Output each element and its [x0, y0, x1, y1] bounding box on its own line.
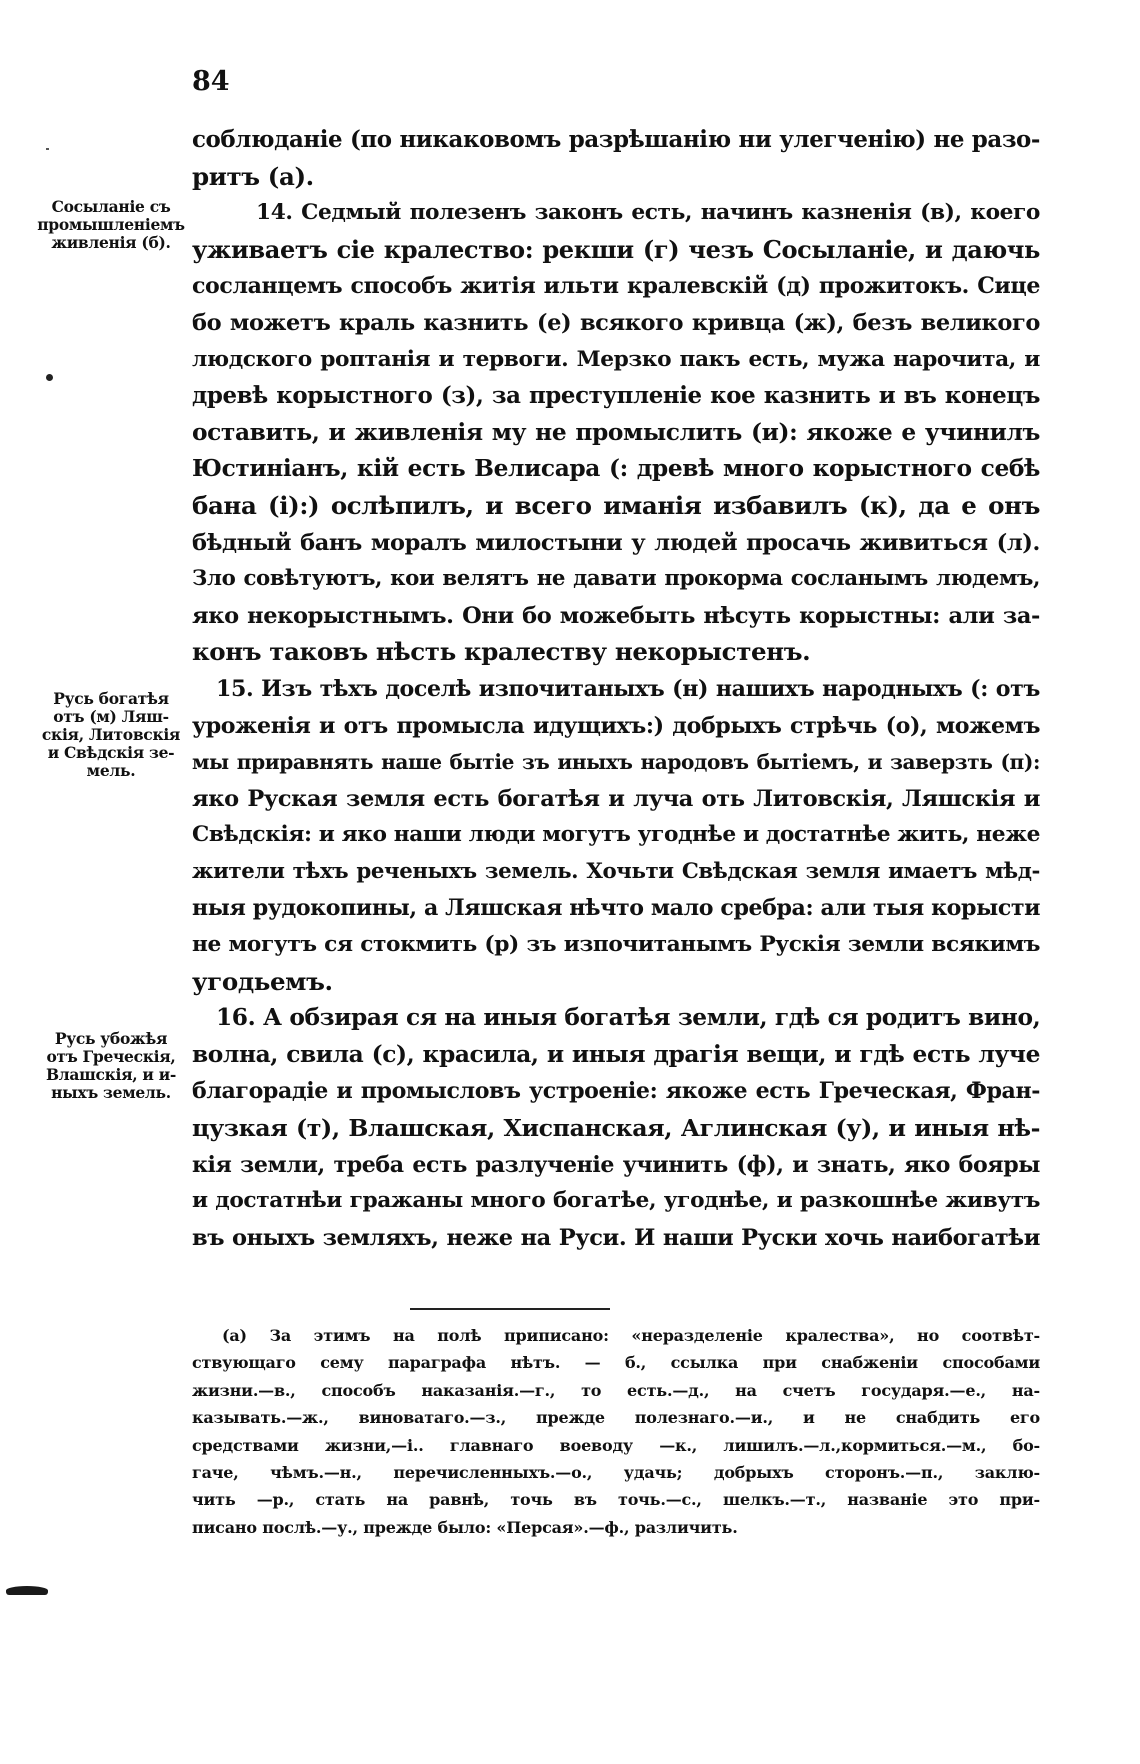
- page-number: 84: [192, 66, 230, 97]
- body-line: древѣ корыстного (з), за преступленіе кое казнить и въ конецъ: [192, 382, 1040, 410]
- body-line: и достатнѣи гражаны много богатѣе, угоднѣе, и разкошнѣе живутъ: [192, 1188, 1040, 1214]
- margin-note-1: [30, 198, 192, 252]
- margin-note-line: Влашскія, и и-: [45, 1065, 177, 1084]
- margin-note-line: отъ (м) Ляш-: [53, 707, 169, 726]
- body-line: яко Руская земля есть богатѣя и луча оть Литовскія, Ляшскія и: [192, 785, 1040, 812]
- body-line: Зло совѣтуютъ, кои велятъ не давати прокорма сосланымъ людемъ,: [192, 566, 1040, 592]
- margin-note-line: промышленіемъ: [37, 215, 185, 234]
- body-line: Свѣдскія: и яко наши люди могутъ угоднѣе и достатнѣе жить, неже: [192, 822, 1040, 848]
- body-line: 16. А обзирая ся на иныя богатѣя земли, гдѣ ся родитъ вино,: [216, 1004, 1041, 1032]
- margin-note-line: ныхъ земель.: [51, 1083, 171, 1102]
- body-line: бѣдный банъ моралъ милостыни у людей просачь живиться (л).: [192, 529, 1040, 556]
- body-line: уроженія и отъ промысла идущихъ:) добрыхъ стрѣчь (о), можемъ: [192, 712, 1040, 739]
- body-line: волна, свила (с), красила, и иныя драгія вещи, и гдѣ есть луче: [192, 1040, 1040, 1068]
- margin-note-line: Сосыланіе съ: [51, 197, 171, 216]
- body-line: не могутъ ся стокмить (р) зъ изпочитанымъ Рускія земли всякимъ: [192, 932, 1040, 958]
- footnote-line: казывать.—ж., виноватаго.—з., прежде полезнаго.—и., и не снабдить его: [192, 1408, 1040, 1428]
- margin-note-line: Русь убожѣя: [54, 1029, 168, 1048]
- body-line: бо можетъ краль казнить (е) всякого кривца (ж), безъ великого: [192, 309, 1040, 336]
- footnote-line: жизни.—в., способъ наказанія.—г., то есть.—д., на счетъ государя.—е., на-: [192, 1380, 1040, 1400]
- body-line: угодьемъ.: [192, 966, 333, 996]
- margin-note-line: Русь богатѣя: [53, 689, 169, 708]
- body-line: благорадіе и промысловъ устроеніе: якоже есть Греческая, Фран-: [192, 1078, 1040, 1105]
- body-text: [192, 122, 1040, 1256]
- body-line: цузкая (т), Влашская, Хиспанская, Аглинская (у), и иныя нѣ-: [192, 1114, 1040, 1143]
- footnote-line: ствующаго сему параграфа нѣтъ. — б., ссылка при снабженіи способами: [192, 1353, 1040, 1373]
- footnote-line: средствами жизни,—і.. главнаго воеводу —к., лишилъ.—л.,кормиться.—м., бо-: [192, 1435, 1040, 1455]
- body-line: людского роптанія и тервоги. Мерзко пакъ есть, мужа нарочита, и: [192, 346, 1040, 372]
- footnote-line: чить —р., стать на равнѣ, точь въ точь.—с., шелкъ.—т., названіе это при-: [192, 1490, 1040, 1510]
- margin-tick-mark: [46, 148, 49, 150]
- body-line: соблюданіе (по никаковомъ разрѣшанію ни улегченію) не разо-: [192, 126, 1040, 153]
- body-line: 14. Седмый полезенъ законъ есть, начинъ казненія (в), коего: [256, 200, 1040, 226]
- margin-note-line: отъ Греческія,: [46, 1047, 176, 1066]
- footnote-divider: [410, 1308, 610, 1310]
- body-line: ритъ (а).: [192, 161, 314, 191]
- footnote-line: писано послѣ.—у., прежде было: «Персая».—ф., различить.: [192, 1517, 738, 1537]
- margin-note-line: и Свѣдскія зе-: [47, 743, 175, 762]
- body-line: конъ таковъ нѣсть кралеству некорыстенъ.: [192, 637, 811, 667]
- body-line: бана (і):) ослѣпилъ, и всего иманія избавилъ (к), да е онъ: [192, 490, 1040, 520]
- footnote-line: (а) За этимъ на полѣ приписано: «неразделеніе кралества», но соотвѣт-: [222, 1326, 1040, 1345]
- body-line: уживаетъ сіе кралество: рекши (г) чезъ Сосыланіе, и даючь: [192, 234, 1040, 264]
- footnotes: [192, 1322, 1040, 1541]
- margin-note-line: живленія (б).: [51, 233, 171, 252]
- footnote-line: гаче, чѣмъ.—н., перечисленныхъ.—о., удачь; добрыхъ сторонъ.—п., заклю-: [192, 1462, 1040, 1482]
- body-line: мы приравнять наше бытіе зъ иныхъ народовъ бытіемъ, и заверзть (п):: [192, 750, 1040, 775]
- margin-note-2: [30, 690, 192, 780]
- body-line: сосланцемъ способъ житія ильти кралевскій (д) прожитокъ. Сице: [192, 273, 1040, 300]
- body-line: оставить, и живленія му не промыслить (и): якоже е учинилъ: [192, 418, 1040, 446]
- body-line: кія земли, треба есть разлученіе учинить (ф), и знать, яко бояры: [192, 1151, 1040, 1178]
- body-line: 15. Изъ тѣхъ доселѣ изпочитаныхъ (н) нашихъ народныхъ (: отъ: [216, 675, 1040, 702]
- body-line: яко некорыстнымъ. Они бо можебыть нѣсуть корыстны: али за-: [192, 602, 1040, 629]
- body-line: жители тѣхъ реченыхъ земель. Хочьти Свѣдская земля имаетъ мѣд-: [192, 858, 1040, 884]
- body-line: Юстиніанъ, кій есть Велисара (: древѣ много корыстного себѣ: [192, 455, 1040, 483]
- body-line: ныя рудокопины, а Ляшская нѣчто мало сребра: али тыя корысти: [192, 895, 1041, 922]
- ink-blot-mark: [6, 1586, 48, 1595]
- margin-note-3: [30, 1030, 192, 1102]
- body-line: въ оныхъ земляхъ, неже на Руси. И наши Руски хочь наибогатѣи: [192, 1224, 1040, 1251]
- margin-note-line: мель.: [86, 761, 136, 780]
- ink-dot-mark: [46, 374, 53, 381]
- margin-note-line: скія, Литовскія: [41, 725, 181, 744]
